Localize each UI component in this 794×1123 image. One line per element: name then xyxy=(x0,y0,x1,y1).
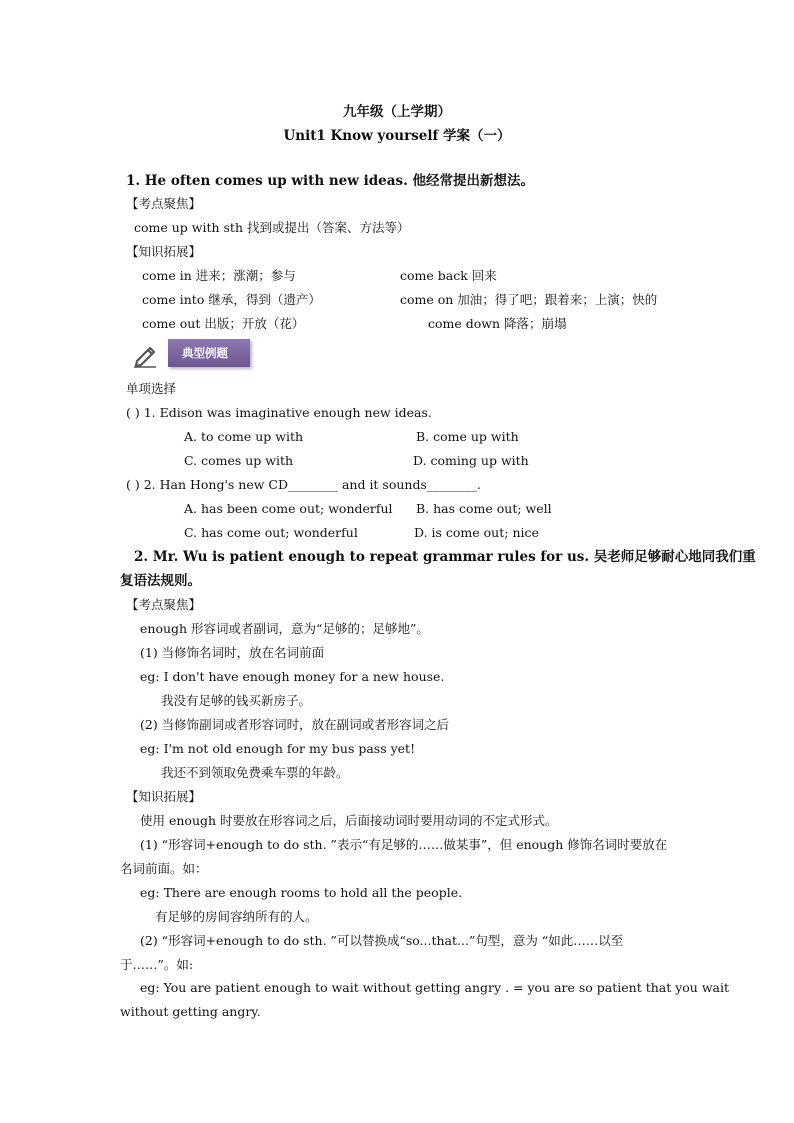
focus-text-1: come up with sth 找到或提出（答案、方法等） xyxy=(134,220,410,235)
q1-option-b: B. come up with xyxy=(416,429,519,444)
q2-option-c: C. has come out; wonderful xyxy=(184,525,358,540)
point-1-cont: 名词前面。如： xyxy=(120,861,208,876)
point-2-cont: 于……”。如: xyxy=(120,957,194,972)
choice-label: 单项选择 xyxy=(126,381,177,396)
q2-option-b: B. has come out; well xyxy=(416,501,552,516)
section2-heading-cont: 复语法规则。 xyxy=(120,573,201,589)
example-3-cn: 有足够的房间容纳所有的人。 xyxy=(155,909,318,924)
focus-line-5: (2) 当修饰副词或者形容词时，放在副词或者形容词之后 xyxy=(140,717,450,732)
focus-line-2: (1) 当修饰名词时，放在名词前面 xyxy=(140,645,325,660)
phrase-come-on: come on 加油；得了吧；跟着来；上演；快的 xyxy=(400,292,658,307)
q1-option-c: C. comes up with xyxy=(184,453,294,468)
phrase-come-in: come in 进来；涨潮；参与 xyxy=(142,268,296,283)
phrase-come-down: come down 降落；崩塌 xyxy=(428,316,567,331)
focus-line-1: enough 形容词或者副词，意为“足够的；足够地”。 xyxy=(140,621,429,636)
example-4-cont: without getting angry. xyxy=(120,1004,261,1019)
q2-option-d: D. is come out; nice xyxy=(414,525,539,540)
section1-heading: 1. He often comes up with new ideas. 他经常提出新想法。 xyxy=(126,173,534,189)
point-2: (2) “形容词+enough to do sth. ”可以替换成“so...that...”句型，意为 “如此……以至 xyxy=(140,933,624,948)
example-3: eg: There are enough rooms to hold all the people. xyxy=(140,885,463,900)
phrase-come-out: come out 出版；开放（花） xyxy=(142,316,305,331)
unit-title: Unit1 Know yourself 学案（一） xyxy=(283,128,511,144)
phrase-come-back: come back 回来 xyxy=(400,268,497,283)
question-1-stem: ( ) 1. Edison was imaginative enough new ideas. xyxy=(126,405,432,420)
point-1: (1) “形容词+enough to do sth. ”表示“有足够的……做某事”，但 enough 修饰名词时要放在 xyxy=(140,837,668,852)
expand-label-2: 【知识拓展】 xyxy=(126,789,202,804)
focus-line-4: 我没有足够的钱买新房子。 xyxy=(161,693,312,708)
expand-intro: 使用 enough 时要放在形容词之后，后面接动词时要用动词的不定式形式。 xyxy=(140,813,558,828)
phrase-come-into: come into 继承，得到（遗产） xyxy=(142,292,321,307)
page-title: 九年级（上学期） xyxy=(343,104,451,120)
focus-line-7: 我还不到领取免费乘车票的年龄。 xyxy=(161,765,349,780)
focus-line-3: eg: I don't have enough money for a new house. xyxy=(140,669,445,684)
pencil-icon xyxy=(130,339,160,369)
focus-label-1: 【考点聚焦】 xyxy=(126,196,202,211)
q1-option-a: A. to come up with xyxy=(184,429,304,444)
question-2-stem: ( ) 2. Han Hong's new CD________ and it sounds________. xyxy=(126,477,481,492)
q2-option-a: A. has been come out; wonderful xyxy=(184,501,393,516)
example-4: eg: You are patient enough to wait without getting angry . = you are so patient that you wait xyxy=(140,980,730,995)
section2-heading: 2. Mr. Wu is patient enough to repeat grammar rules for us. 吴老师足够耐心地同我们重 xyxy=(134,549,756,565)
example-badge: 典型例题 xyxy=(168,339,250,367)
expand-label-1: 【知识拓展】 xyxy=(126,244,202,259)
q1-option-d: D. coming up with xyxy=(413,453,529,468)
focus-label-2: 【考点聚焦】 xyxy=(126,597,202,612)
focus-line-6: eg: I'm not old enough for my bus pass yet! xyxy=(140,741,416,756)
